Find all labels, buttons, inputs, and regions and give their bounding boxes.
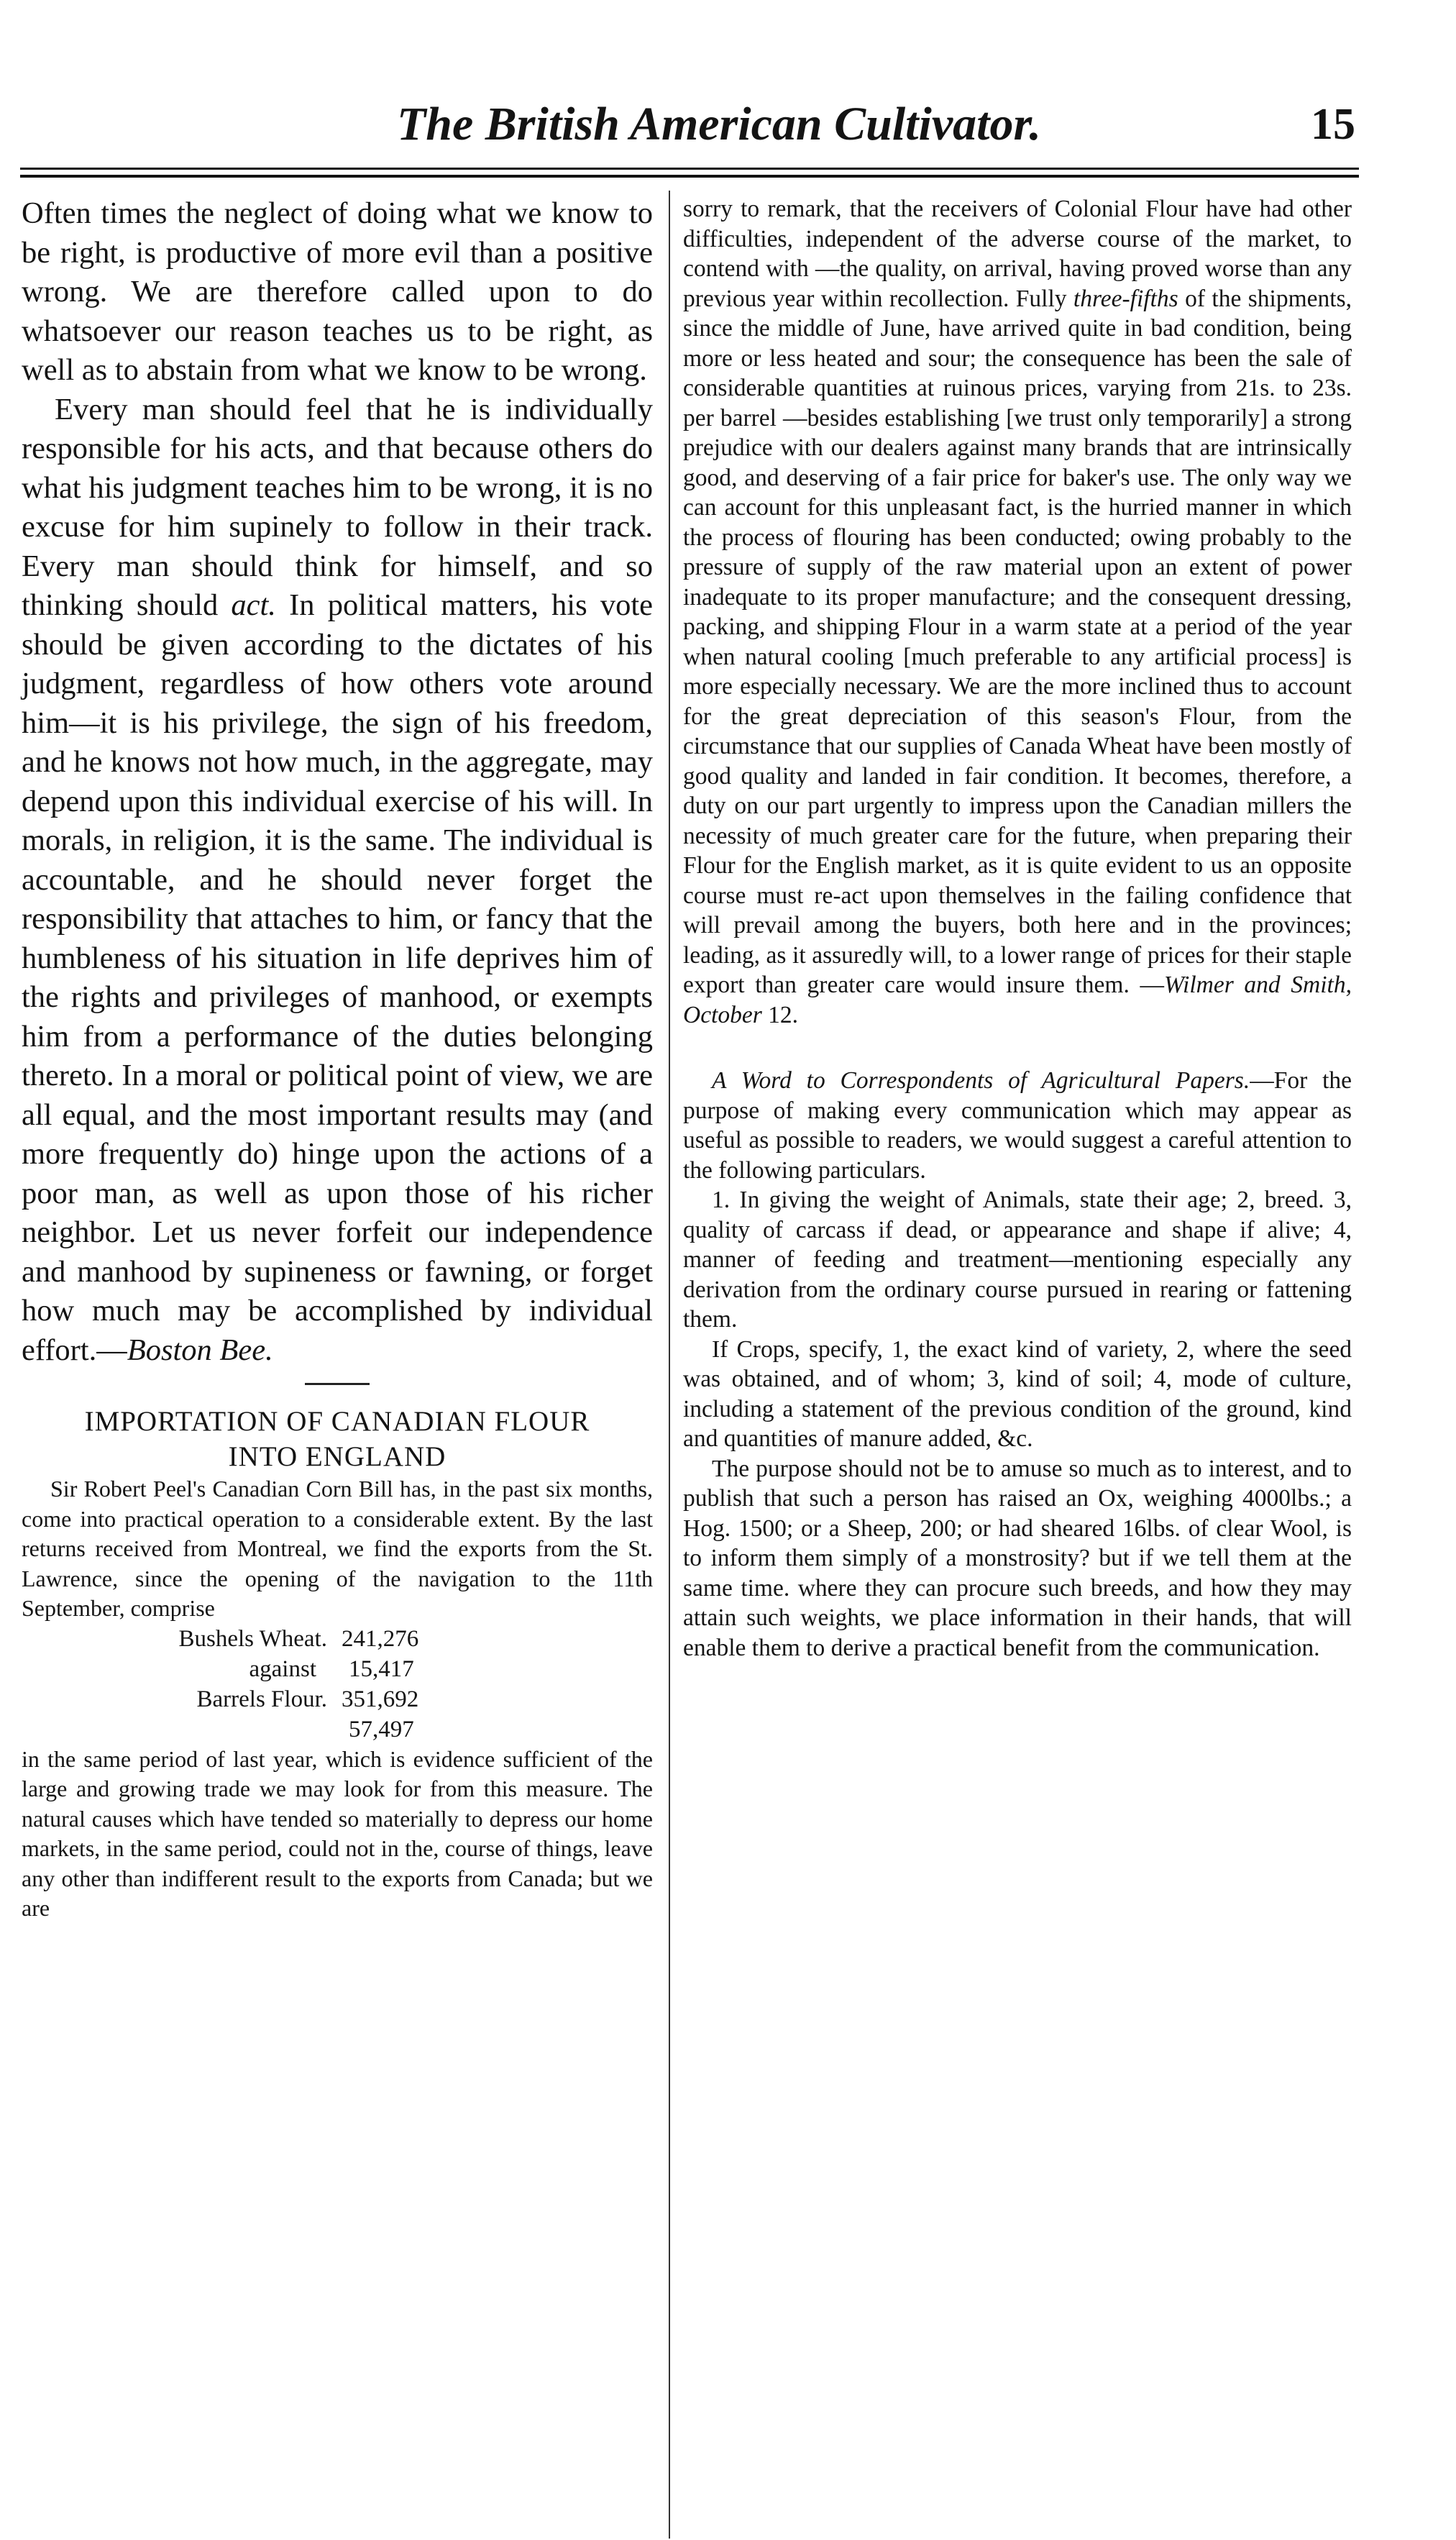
article-paragraph: Sir Robert Peel's Canadian Corn Bill has, in the past six months, come into practical operation to a considerable extent. By the last returns received from Montreal, we find the exports from the St. Lawrence, since the opening of the navigation to the 11th September, comprise — [22, 1476, 653, 1621]
figure-value: 15,417 — [349, 1655, 414, 1682]
left-column — [22, 194, 653, 1924]
article-emphasis: three-fifths — [1073, 285, 1178, 312]
essay-text: Every man should feel that he is individually responsible for his acts, and that because others do what his judgment teaches him to be wrong, it is no excuse for him supinely to follow in their track. Every man should think for himself, and so thinking should — [22, 392, 653, 622]
figure-label: Barrels Flour. — [196, 1686, 327, 1712]
article-paragraph — [683, 194, 1352, 1030]
essay-paragraph: Often times the neglect of doing what we know to be right, is productive of more evil than a positive wrong. We are therefore called upon to do whatsoever our reason teaches us to be right, as well as to abstain from what we know to be wrong. — [22, 196, 653, 387]
section-gap — [683, 1030, 1352, 1066]
article-title: A Word to Correspondents of Agricultural Papers. — [712, 1067, 1250, 1094]
figure-value: 241,276 — [342, 1625, 419, 1652]
figure-label: against — [249, 1655, 316, 1682]
article-source-day: 12. — [761, 1001, 799, 1028]
essay-paragraph — [22, 390, 653, 1371]
page-number: 15 — [1311, 100, 1355, 149]
column-divider — [669, 191, 670, 2539]
article-text: —For the purpose of making every communication which may appear as useful as possible to readers, we would suggest a careful attention to the following particulars. — [683, 1067, 1352, 1184]
article-heading: IMPORTATION OF CANADIAN FLOUR — [84, 1406, 590, 1437]
essay-source: Boston Bee. — [127, 1333, 273, 1367]
export-figures — [22, 1624, 653, 1745]
figure-value: 57,497 — [349, 1716, 414, 1742]
article-text: sorry to remark, that the receivers of Colonial Flour have had other difficulties, independent of the adverse course of the market, to contend with —the quality, on arrival, having proved worse than any previous year within recollection. Fully — [683, 196, 1352, 312]
correspondents-article — [683, 1066, 1352, 1663]
article-paragraph: 1. In giving the weight of Animals, state their age; 2, breed. 3, quality of carcass if dead, or appearance and shape if alive; 4, manner of feeding and treatment—mentioning especially any derivation from the ordinary course pursued in rearing or fattening them. — [683, 1187, 1352, 1333]
figure-label: Bushels Wheat. — [178, 1625, 327, 1652]
essay-article — [22, 194, 653, 1370]
figure-row — [22, 1684, 653, 1714]
figure-row — [22, 1654, 653, 1684]
flour-article-continued — [683, 194, 1352, 1030]
figure-row — [22, 1714, 653, 1745]
article-paragraph — [683, 1066, 1352, 1185]
header-rule-top — [20, 168, 1359, 170]
section-divider — [305, 1383, 370, 1385]
article-paragraph: If Crops, specify, 1, the exact kind of variety, 2, where the seed was obtained, and of whom; 3, kind of soil; 4, mode of culture, including a statement of the previous condition of the ground, kind and quantities of manure added, &c. — [683, 1335, 1352, 1452]
journal-title: The British American Cultivator. — [396, 98, 1042, 150]
essay-emphasis: act. — [231, 588, 276, 622]
article-text: of the shipments, since the middle of June, have arrived quite in bad condition, being more or less heated and sour; the consequence has been the sale of considerable quantities at ruinous prices, varying from 21s. to 23s. per barrel —besides establishing [we trust only temporarily] a strong prejudice with our dealers against many brands that are intrinsically good, and deserving of a fair price for baker's use. The only way we can account for this unpleasant fact, is the hurried manner in which the process of flouring has been conducted; owing probably to the pressure of supply of the raw material upon an extent of power inadequate to its proper manufacture; and the consequent dressing, packing, and shipping Flour in a warm state at a period of the year when natural cooling [much preferable to any artificial process] is more especially necessary. We are the more inclined thus to account for the great depreciation of this season's Flour, from the circumstance that our supplies of Canada Wheat have been mostly of good quality and landed in fair condition. It becomes, therefore, a duty on our part urgently to impress upon the Canadian millers the necessity of much greater care for the future, when preparing their Flour for the English market, as it is quite evident to us an opposite course must re-act upon themselves in the failing confidence that will prevail among the buyers, both here and in the provinces; leading, as it assuredly will, to a lower range of prices for their staple export than greater care would insure them. — — [683, 285, 1352, 998]
figure-row — [22, 1624, 653, 1654]
article-paragraph: in the same period of last year, which is evidence sufficient of the large and growing trade we may look for from this measure. The natural causes which have tended so materially to depress our home markets, in the same period, could not in the, course of things, leave any other than indifferent result to the exports from Canada; but we are — [22, 1745, 653, 1921]
article-heading: INTO ENGLAND — [228, 1441, 447, 1472]
page-header — [22, 92, 1355, 164]
flour-article — [22, 1404, 653, 1924]
right-column — [683, 194, 1352, 1663]
article-paragraph: The purpose should not be to amuse so much as to interest, and to publish that such a person has raised an Ox, weighing 4000lbs.; a Hog. 1500; or a Sheep, 200; or had sheared 16lbs. of clear Wool, is to inform them simply of a monstrosity? but if we tell them at the same time. where they can procure such breeds, and how they may attain such weights, we place information in their hands, that will enable them to derive a practical benefit from the communication. — [683, 1455, 1352, 1661]
figure-value: 351,692 — [342, 1686, 419, 1712]
essay-text: In political matters, his vote should be given according to the dictates of his judgment, regardless of how others vote around him—it is his privilege, the sign of his freedom, and he knows not how much, in the aggregate, may depend upon this individual exercise of his will. In morals, in religion, it is the same. The individual is accountable, and he should never forget the responsibility that attaches to him, or fancy that the humbleness of his situation in life deprives him of the rights and privileges of manhood, or exempts him from a performance of the duties belonging thereto. In a moral or political point of view, we are all equal, and the most important results may (and more frequently do) hinge upon the actions of a poor man, as well as upon those of his richer neighbor. Let us never forfeit our independence and manhood by supineness or fawning, or forget how much may be accomplished by individual effort.— — [22, 588, 653, 1367]
article-source: Wilmer and Smith, October — [683, 972, 1352, 1028]
header-rule-bottom — [20, 175, 1359, 178]
